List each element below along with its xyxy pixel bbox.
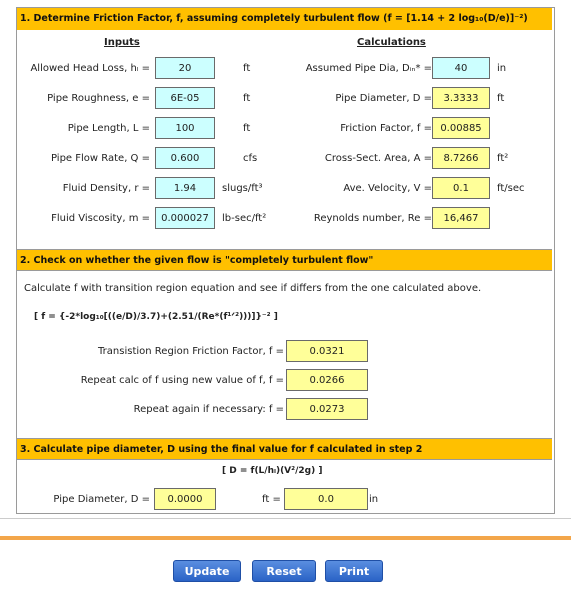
diameter-ft-value: 0.0000 (154, 488, 216, 510)
section3-header: 3. Calculate pipe diameter, D using the final value for f calculated in step 2 (17, 438, 552, 460)
transition-f-label: Transistion Region Friction Factor, f = (98, 346, 284, 357)
calc-unit: ft (497, 93, 505, 104)
calc-label: Reynolds number, Re = (313, 213, 432, 224)
calc-field[interactable]: 40 (432, 57, 490, 79)
section1-header: 1. Determine Friction Factor, f, assuming completely turbulent flow (f = [1.14 + 2 log₁₀(D/e)]⁻²) (17, 8, 552, 30)
input-unit: ft (243, 63, 251, 74)
calc-field: 0.1 (432, 177, 490, 199)
input-field[interactable]: 0.600 (155, 147, 215, 169)
transition-f-value: 0.0321 (286, 340, 368, 362)
diameter-in-value: 0.0 (284, 488, 368, 510)
calc-unit: ft/sec (497, 183, 525, 194)
inputs-heading: Inputs (104, 37, 140, 48)
divider (0, 518, 571, 519)
section2-description: Calculate f with transition region equation and see if differs from the one calculated above. (24, 283, 482, 294)
calc-label: Friction Factor, f = (340, 123, 432, 134)
input-label: Pipe Length, L = (67, 123, 150, 134)
diameter-in-unit: in (369, 494, 379, 505)
calc-field: 8.7266 (432, 147, 490, 169)
diameter-ft-label: Pipe Diameter, D = (53, 494, 150, 505)
input-unit: cfs (243, 153, 258, 164)
input-unit: slugs/ft³ (222, 183, 263, 194)
input-unit: ft (243, 123, 251, 134)
calculations-heading: Calculations (357, 37, 426, 48)
reset-button[interactable]: Reset (252, 560, 316, 582)
section2-header: 2. Check on whether the given flow is "completely turbulent flow" (17, 249, 552, 271)
input-field[interactable]: 0.000027 (155, 207, 215, 229)
calc-field: 0.00885 (432, 117, 490, 139)
transition-f-label: Repeat calc of f using new value of f, f = (80, 375, 284, 386)
input-label: Fluid Density, r = (62, 183, 150, 194)
footer-bar (0, 536, 571, 540)
input-label: Pipe Flow Rate, Q = (51, 153, 150, 164)
input-unit: lb-sec/ft² (222, 213, 267, 224)
input-field[interactable]: 6E-05 (155, 87, 215, 109)
calc-label: Cross-Sect. Area, A = (324, 153, 432, 164)
update-button[interactable]: Update (173, 560, 241, 582)
calc-unit: ft² (497, 153, 509, 164)
calc-label: Ave. Velocity, V = (343, 183, 432, 194)
input-label: Allowed Head Loss, hₗ = (30, 63, 150, 74)
print-button[interactable]: Print (325, 560, 383, 582)
transition-f-value: 0.0266 (286, 369, 368, 391)
calc-unit: in (497, 63, 507, 74)
calc-label: Assumed Pipe Dia, Dᵢₙ* = (305, 63, 432, 74)
input-unit: ft (243, 93, 251, 104)
input-label: Fluid Viscosity, m = (51, 213, 150, 224)
input-field[interactable]: 1.94 (155, 177, 215, 199)
transition-f-label: Repeat again if necessary: f = (133, 404, 284, 415)
diameter-ft-unit: ft = (262, 494, 281, 505)
calc-field: 3.3333 (432, 87, 490, 109)
input-field[interactable]: 100 (155, 117, 215, 139)
diameter-equation: [ D = f(L/hₗ)(V²/2g) ] (222, 466, 323, 476)
transition-equation: [ f = {-2*log₁₀[((e/D)/3.7)+(2.51/(Re*(f¹ᐟ²)))]}⁻² ] (34, 312, 278, 322)
input-field[interactable]: 20 (155, 57, 215, 79)
calc-field: 16,467 (432, 207, 490, 229)
input-label: Pipe Roughness, e = (47, 93, 150, 104)
calc-label: Pipe Diameter, D = (335, 93, 432, 104)
transition-f-value: 0.0273 (286, 398, 368, 420)
